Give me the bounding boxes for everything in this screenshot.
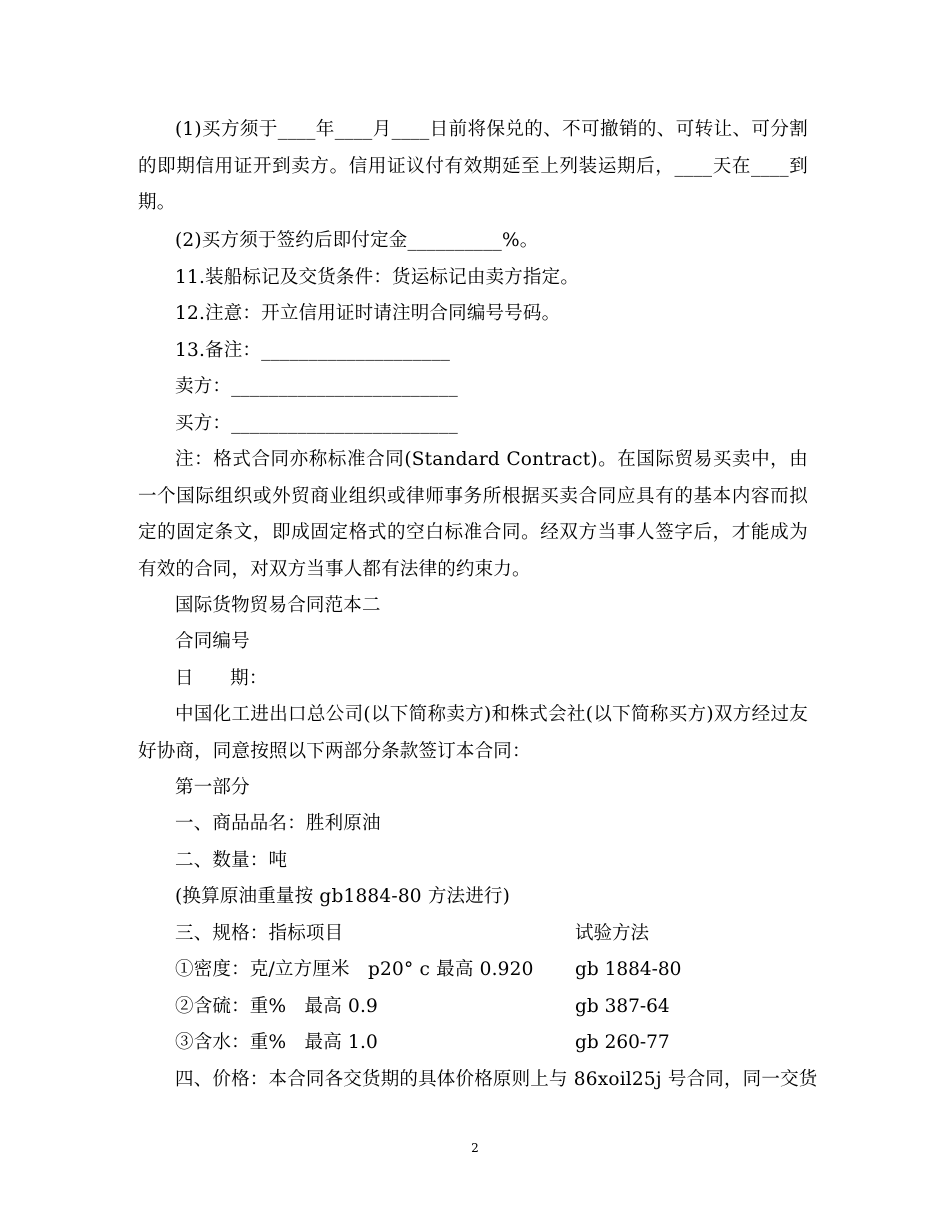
clause-13: 13.备注：____________________ (175, 340, 451, 361)
item-3-spec-header: 三、规格：指标项目 (175, 923, 344, 944)
seller-line: 卖方：________________________ (175, 376, 458, 397)
item-1-product-name: 一、商品品名：胜利原油 (175, 813, 381, 834)
date-label: 日 期： (175, 668, 268, 689)
spec-row: ②含硫：重% 最高 0.9 (175, 996, 379, 1017)
clause-12: 12.注意：开立信用证时请注明合同编号号码。 (175, 303, 561, 324)
contract-number-label: 合同编号 (175, 631, 250, 652)
spec-method: gb 260-77 (575, 1032, 670, 1053)
spec-method: gb 1884-80 (575, 959, 682, 980)
spec-row: ①密度：克/立方厘米 p20° c 最高 0.920 (175, 959, 534, 980)
note-paragraph: 注：格式合同亦称标准合同(Standard Contract)。在国际贸易买卖中，由一个国际组织或外贸商业组织或律师事务所根据买卖合同应具有的基本内容而拟定的固定条文，即成固定格式的空白标准合同。经双方当事人签字后，才能成为有效的合同，对双方当事人都有法律的约束力。 (138, 449, 808, 580)
clause-10-1: (1)买方须于____年____月____日前将保兑的、不可撤销的、可转让、可分割的即期信用证开到卖方。信用证议付有效期延至上列装运期后，____天在____到期。 (138, 119, 808, 213)
clause-11: 11.装船标记及交货条件：货运标记由卖方指定。 (175, 267, 580, 288)
part-one-heading: 第一部分 (175, 777, 250, 798)
spec-method: gb 387-64 (575, 996, 670, 1017)
intro-paragraph: 中国化工进出口总公司(以下简称卖方)和株式会社(以下简称买方)双方经过友好协商，同意按照以下两部分条款签订本合同： (138, 704, 808, 762)
page-number: 2 (471, 1141, 479, 1155)
buyer-line: 买方：________________________ (175, 413, 458, 434)
item-2-note: (换算原油重量按 gb1884-80 方法进行) (175, 886, 511, 907)
spec-row: ③含水：重% 最高 1.0 (175, 1032, 379, 1053)
clause-10-2: (2)买方须于签约后即付定金__________%。 (175, 230, 539, 251)
test-method-header: 试验方法 (575, 923, 650, 944)
item-4-price: 四、价格：本合同各交货期的具体价格原则上与 86xoil25j 号合同，同一交货 (175, 1069, 818, 1090)
sample-two-title: 国际货物贸易合同范本二 (175, 595, 381, 616)
item-2-quantity: 二、数量：吨 (175, 850, 288, 871)
